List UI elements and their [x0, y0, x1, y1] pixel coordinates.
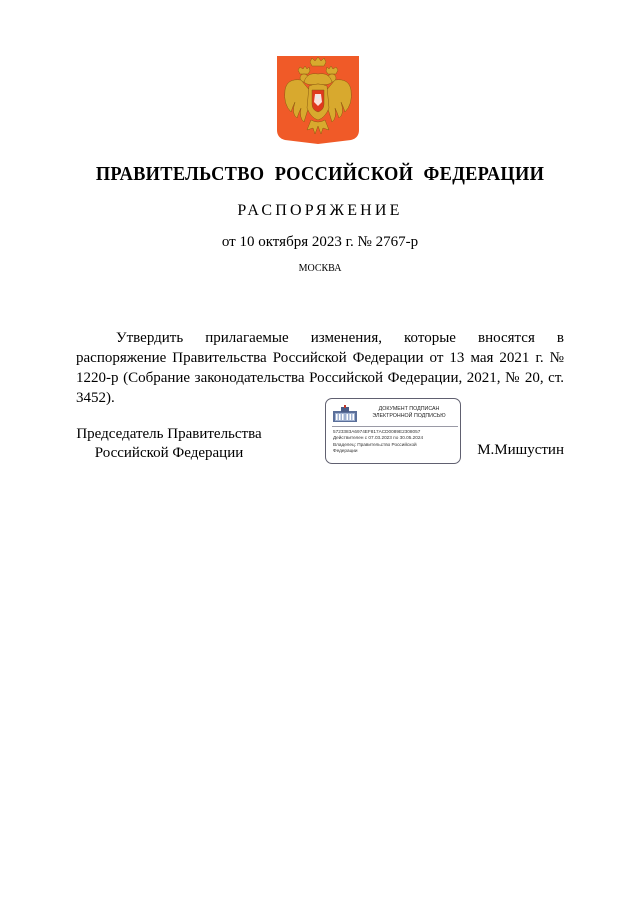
- government-building-icon: [333, 405, 357, 422]
- stamp-heading-line-2: ЭЛЕКТРОННОЙ ПОДПИСЬЮ: [372, 413, 446, 419]
- stamp-heading: [359, 406, 459, 420]
- stamp-owner-line-1: Владелец: Правительство Российской: [333, 441, 417, 447]
- stamp-details: [333, 429, 459, 454]
- signer-position-line-1: Председатель Правительства: [76, 426, 262, 442]
- electronic-signature-stamp: [325, 398, 461, 464]
- stamp-heading-line-1: ДОКУМЕНТ ПОДПИСАН: [378, 406, 440, 412]
- signer-name: М.Мишустин: [477, 442, 564, 458]
- document-date-number: от 10 октября 2023 г. № 2767-р: [221, 234, 419, 250]
- stamp-owner-line-2: Федерации: [333, 447, 358, 453]
- order-paragraph: Утвердить прилагаемые изменения, которые вносятся в распоряжение Правительства Российской Федерации от 13 мая 2021 г. № 1220-р (Собрание законодательства Российской Федерации, 2021, № 20, ст. 3452).: [76, 330, 564, 406]
- stamp-validity: Действителен с 07.03.2023 по 30.05.2024: [333, 435, 424, 441]
- coat-of-arms-emblem: [277, 56, 359, 144]
- document-type: РАСПОРЯЖЕНИЕ: [237, 202, 403, 219]
- signer-position-line-2: Российской Федерации: [94, 445, 244, 461]
- government-title: ПРАВИТЕЛЬСТВО РОССИЙСКОЙ ФЕДЕРАЦИИ: [95, 163, 545, 185]
- stamp-certificate: 5723383A6974EF817ACD0089E2308057: [333, 429, 421, 434]
- signer-position: [60, 425, 278, 463]
- document-city: МОСКВА: [298, 263, 342, 274]
- order-body: [76, 328, 564, 408]
- stamp-divider: [332, 426, 458, 427]
